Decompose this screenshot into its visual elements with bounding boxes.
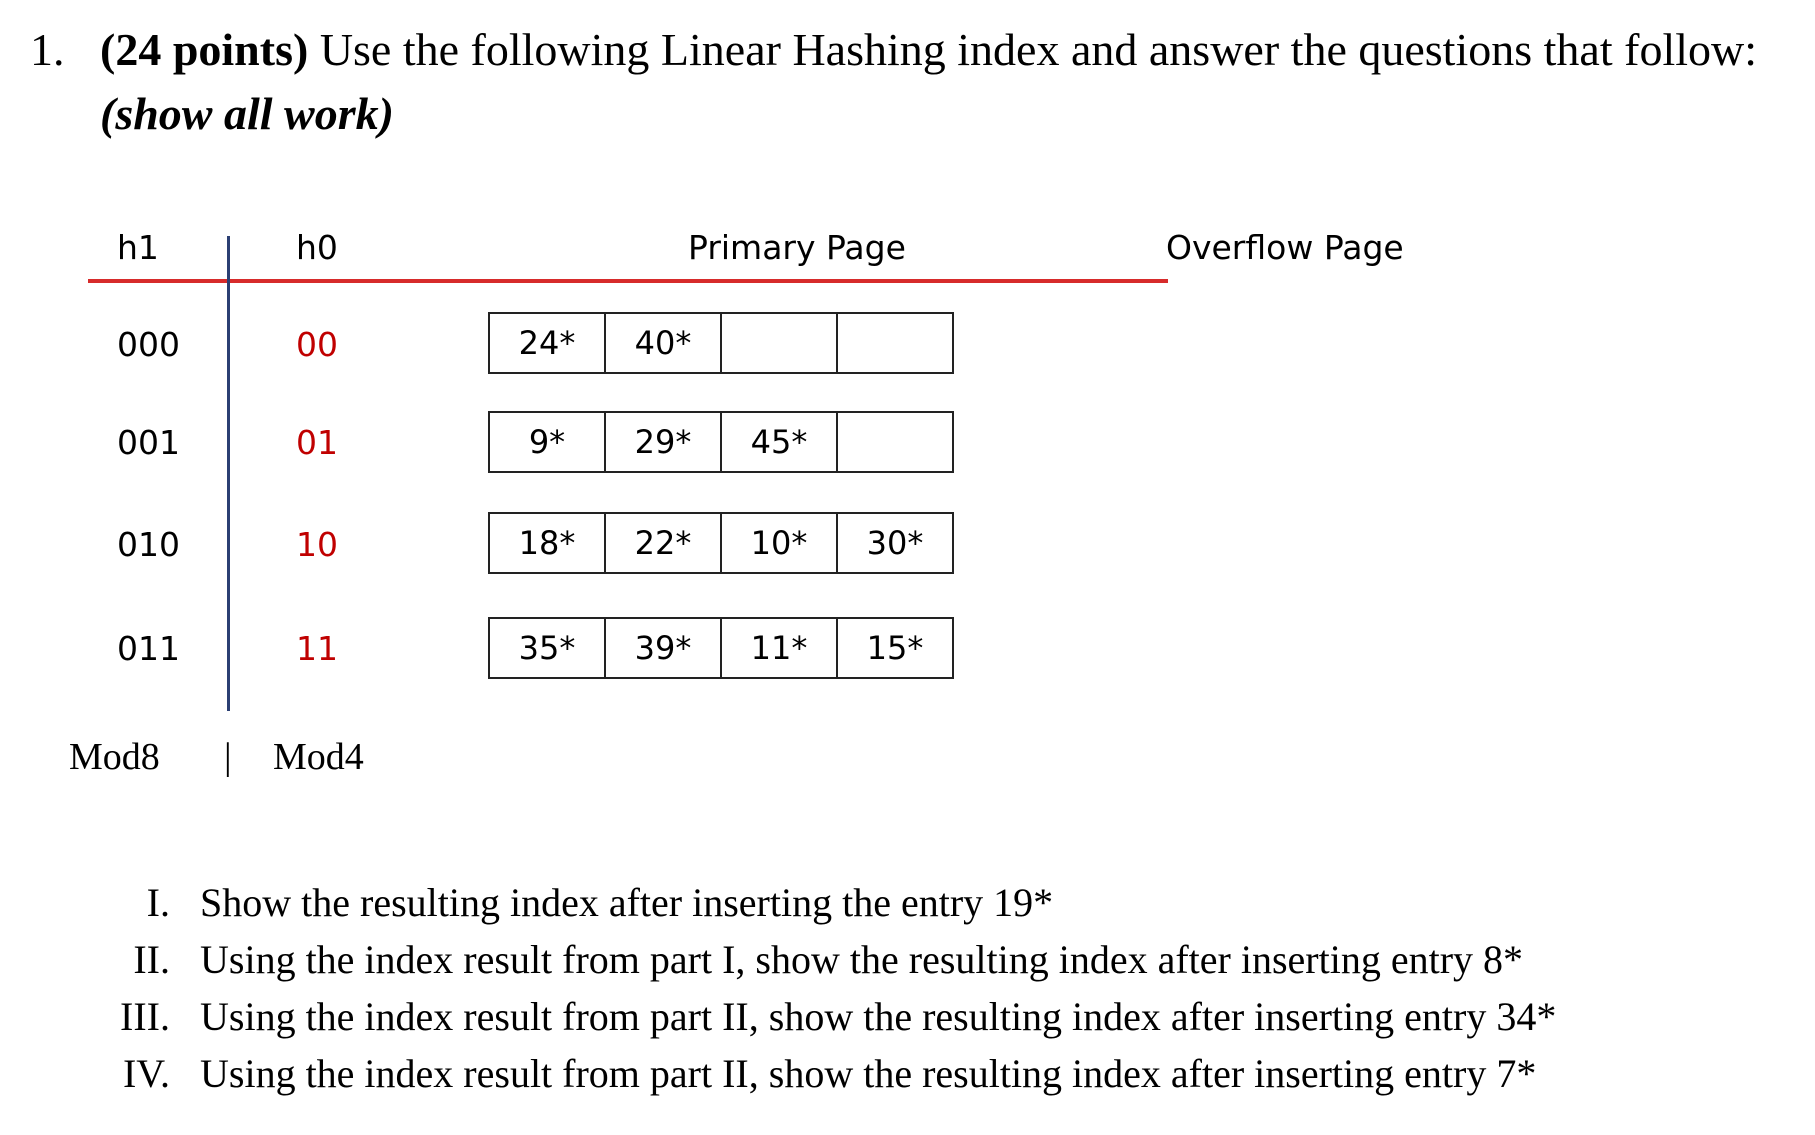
mod-separator: | [224, 736, 232, 778]
primary-bucket [488, 512, 954, 574]
subquestion [110, 935, 1523, 985]
bucket-cell: 45* [722, 413, 838, 471]
subquestion [110, 992, 1556, 1042]
header-overflow-page: Overflow Page [1166, 228, 1404, 267]
bucket-cell [838, 413, 952, 471]
subquestion [110, 1049, 1536, 1099]
bucket-cell: 15* [866, 629, 924, 667]
question-instruction: (show all work) [100, 88, 394, 139]
bucket-cell: 39* [606, 619, 722, 677]
bucket-cell: 9* [490, 413, 606, 471]
header-divider-line [88, 279, 1168, 283]
mod4-label: Mod4 [273, 736, 364, 778]
bucket-cell: 29* [606, 413, 722, 471]
subquestion-numeral: I. [146, 880, 170, 925]
row-h0-label: 10 [296, 525, 338, 564]
row-h0-label: 00 [296, 325, 338, 364]
bucket-cell: 24* [490, 314, 606, 372]
row-h1-label: 010 [117, 525, 180, 564]
bucket-cell: 11* [722, 619, 838, 677]
subquestion-text: Using the index result from part II, show the resulting index after inserting entry 34* [200, 994, 1557, 1039]
row-h1-label: 001 [117, 423, 180, 462]
subquestion-numeral: II. [133, 937, 170, 982]
row-h1-label: 000 [117, 325, 180, 364]
question-number: 1. [30, 24, 65, 75]
column-divider-line [227, 236, 230, 711]
subquestion-text: Using the index result from part I, show the resulting index after inserting entry 8* [200, 937, 1524, 982]
bucket-cell: 40* [606, 314, 722, 372]
subquestion-text: Using the index result from part II, show the resulting index after inserting entry 7* [200, 1051, 1537, 1096]
primary-bucket [488, 617, 954, 679]
header-h0: h0 [296, 228, 338, 267]
subquestion-text: Show the resulting index after inserting the entry 19* [200, 880, 1054, 925]
subquestion-numeral: III. [120, 994, 170, 1039]
subquestion-numeral: IV. [122, 1051, 170, 1096]
question-text: Use the following Linear Hashing index and answer the questions that follow: [308, 24, 1757, 75]
row-h0-label: 11 [296, 629, 338, 668]
row-h0-label: 01 [296, 423, 338, 462]
bucket-cell: 10* [722, 514, 838, 572]
bucket-cell: 18* [490, 514, 606, 572]
primary-bucket [488, 312, 954, 374]
question-heading [30, 22, 1757, 78]
bucket-cell: 22* [606, 514, 722, 572]
bucket-cell [838, 314, 952, 372]
primary-bucket [488, 411, 954, 473]
question-points: (24 points) [100, 24, 309, 75]
bucket-cell [722, 314, 838, 372]
header-primary-page: Primary Page [688, 228, 906, 267]
bucket-cell: 30* [866, 524, 924, 562]
header-h1: h1 [117, 228, 159, 267]
bucket-cell: 35* [490, 619, 606, 677]
subquestion [110, 878, 1053, 928]
mod8-label: Mod8 [69, 736, 160, 778]
row-h1-label: 011 [117, 629, 180, 668]
